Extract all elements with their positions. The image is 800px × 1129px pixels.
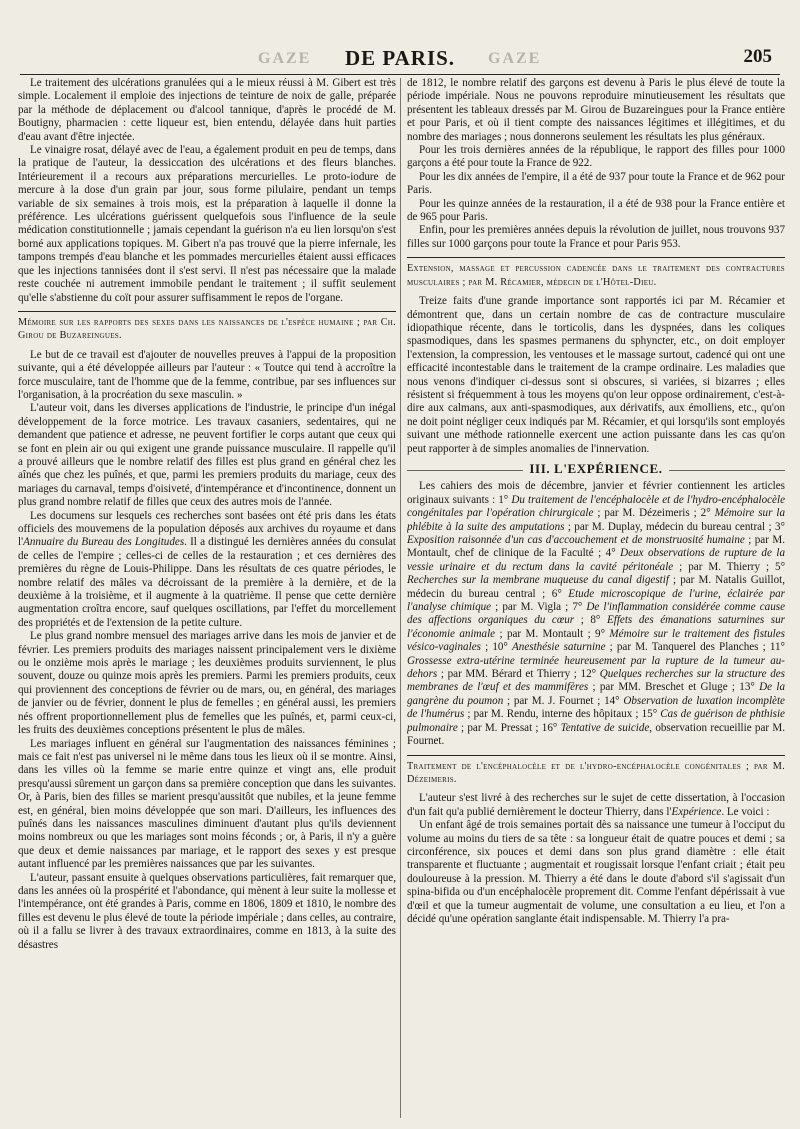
paragraph: Pour les trois dernières années de la république, le rapport des filles pour 1000 garçons a été pour toute la France de 922. xyxy=(407,144,785,170)
article-heading: Extension, massage et percussion cadencée dans le traitement des contractures musculaires ; par M. Récamier, médecin de l'Hôtel-Dieu. xyxy=(407,263,785,288)
column-divider xyxy=(400,78,401,1118)
header-rule xyxy=(20,74,780,75)
article-heading: Traitement de l'encéphalocèle et de l'hydro-encéphalocèle congénitales ; par M. Dézeimeris. xyxy=(407,760,785,785)
paragraph: Pour les quinze années de la restauration, il a été de 938 pour la France entière et de 965 pour Paris. xyxy=(407,197,785,224)
right-column xyxy=(407,77,785,1122)
paragraph: Le traitement des ulcérations granulées qui a le mieux réussi à M. Gibert est très simple. Localement il emploie des injections de teinture de noix de galle, préparée par la méthode de déplacement ou d'alcool tannique, d'après le procédé de M. Boutigny, pharmacien : cette liqueur est, bien entendu, délayée dans huit parties d'eau avant d'être injectée. xyxy=(18,77,396,143)
section-divider xyxy=(407,257,785,258)
page-title: DE PARIS. xyxy=(344,46,456,70)
article-heading: Mémoire sur les rapports des sexes dans les naissances de l'espèce humaine ; par Ch. Girou de Buzareingues. xyxy=(18,316,396,342)
paragraph: Le but de ce travail est d'ajouter de nouvelles preuves à l'appui de la proposition suivante, qui a été développée ailleurs par l'auteur : « Toutce qui tend à accroître la force musculaire, tant de l'homme que de la femme, contribue, par ses influences sur l'organisation, à la procréation du sexe masculin. » xyxy=(18,348,396,401)
paragraph: Les documens sur lesquels ces recherches sont basées ont été pris dans les états officiels des mouvemens de la population déposés aux archives du royaume et dans l'Annuaire du Bureau des Longitudes. Il a distingué les dernières années du consulat de celles de l'empire ; celles-ci de celles de la restauration ; et ces dernières des premières du règne de Louis-Philippe. Dans les résultats de ces quatre périodes, le nombre relatif des mâles va décroissant de la première à la dernière, et de la deuxième à la troisième, et il augmente à la quatrième. Il pense que cette dernière augmentation croîtra encore, sauf quelques oscillations, par l'effet du morcellement des propriétés et de l'extension de la petite culture. xyxy=(18,509,396,629)
paragraph: Le vinaigre rosat, délayé avec de l'eau, a également produit en peu de temps, dans la pratique de l'auteur, la dessiccation des ulcérations et des fleurs blanches. Intérieurement il a recours aux préparations mercurielles. Le proto-iodure de mercure à la dose d'un grain par jour, sous forme pilulaire, pendant un temps variable de six semaines à trois mois, est la préparation à laquelle il donne la préférence. Les ulcérations guérissent quelquefois sous l'influence de la seule médication constitutionnelle ; jamais cependant la guérison n'a eu lien lorsqu'on s'est borné aux applications topiques. M. Gibert n'a pas trouvé que la pierre infernale, les tampons trempés d'eau blanche et les pommades mercurielles étaient aussi efficaces que les injections tannisées dont il s'est servi. Il n'est pas nécessaire que la malade reste couchée ni autrement immobile pendant le traitement ; il suffit seulement qu'elle s'abstienne du coït pour assurer suffisamment le repos de l'organe. xyxy=(18,144,396,304)
paragraph: Enfin, pour les premières années depuis la révolution de juillet, nous trouvons 937 filles sur 1000 garçons pour toute la France et pour Paris 953. xyxy=(407,224,785,250)
section-divider xyxy=(407,755,785,756)
paragraph: Un enfant âgé de trois semaines portait dès sa naissance une tumeur à l'occiput du volume au moins du tiers de sa tête : sa longueur était de quatre pouces et demi ; sa circonférence, six pouces et demi dans son plus grand diamètre : elle était transparente et fluctuante ; augmentait et rougissait lorsque l'enfant criait ; était peu douloureuse à la pression. M. Thierry a été dans le doute d'abord s'il s'agissait d'un spina-bifida ou d'un encéphalocèle proprement dit. Comme l'enfant dépérissait à vue d'œil et que la tumeur augmentait de volume, une consultation a eu lieu, et l'on a décidé qu'une opération sanglante était indispensable. M. Thierry l'a pra- xyxy=(407,819,785,925)
section-heading: III. L'EXPÉRIENCE. xyxy=(407,462,785,475)
paragraph: Les mariages influent en général sur l'augmentation des naissances féminines ; mais ce fait n'est pas universel ni le même dans tous les lieux où il se montre. Ainsi, dans les villes où la femme se marie entre quinze et vingt ans, elle produit presqu'aussi sûrement un garçon dans sa première conception que dans les suivantes. Or, à Paris, bien des filles se marient presqu'aussitôt que nubiles, et la jeune femme est, en général, bien moins développée que son mari. D'ailleurs, les influences des puînés dans les naissances masculines diminuent d'autant plus qu'ils deviennent moins nombreux ou que les mariages sont moins féconds ; or, à Paris, il n'y a guère que deux et demie naissances par mariage, et le rapport des sexes y est presque autant influencé par les premières naissances que par les suivantes. xyxy=(18,737,396,871)
paragraph: L'auteur s'est livré à des recherches sur le sujet de cette dissertation, à l'occasion d'un fait qu'a publié dernièrement le docteur Thierry, dans l'Expérience. Le voici : xyxy=(407,792,785,818)
section-heading-wrap xyxy=(407,462,785,475)
paragraph: L'auteur voit, dans les diverses applications de l'industrie, le principe d'un inégal développement de la force motrice. Les travaux casaniers, sedentaires, qui ne demandent que patience et adresse, ne peuvent fortifier le corps autant que ceux qui se font en plein air ou qui exigent une grande puissance musculaire. Il rappelle qu'il a prouvé ailleurs que le nombre relatif des filles est plus grand en général chez les aînés que chez les puînés, et que, parmi les premiers produits du mariage, ceux des mariages du carnaval, temps d'oisiveté, d'intempérance et d'incontinence, donnent un plus grand nombre relatif de filles que ceux des autres mois de l'année. xyxy=(18,402,396,509)
bleed-through-text-left: GAZE xyxy=(258,50,312,67)
paragraph: Pour les dix années de l'empire, il a été de 937 pour toute la France et de 962 pour Paris. xyxy=(407,170,785,197)
paragraph: de 1812, le nombre relatif des garçons est devenu à Paris le plus élevé de toute la période impériale. Nous ne pouvons reproduire minutieusement les résultats que présentent les tableaux dressés par M. Girou de Buzareingues pour la France entière et pour Paris, et où il tient compte des naissances légitimes et illégitimes, et du nombre des mariages ; nous donnerons seulement les résultats les plus généraux. xyxy=(407,77,785,143)
paragraph: Treize faits d'une grande importance sont rapportés ici par M. Récamier et démontrent que, dans un certain nombre de cas de contracture musculaire idiopathique récente, dans le torticolis, dans les dyspnées, dans les coliques spasmodiques, dans les spasmes permanens du sphyncter, etc., on doit employer l'extension, la compression, les ventouses et le massage surtout, cadencé qui ont une efficacité incontestable dans le traitement de la crampe ordinaire. Les maladies que nous venons d'indiquer ci-dessus sont si obscures, si variées, si bizarres ; elles résistent si fréquemment à tous les moyens qu'on leur oppose ordinairement, c'est-à-dire aux calmans, aux anti-spasmodiques, aux dérivatifs, aux émolliens, etc., qu'on ne doit point négliger ceux indiqués par M. Récamier, et qui lorsqu'ils sont employés suivant une méthode rationnelle exercent une action puissante dans les cas qu'on peut rapporter à de simples anomalies de l'innervation. xyxy=(407,295,785,455)
running-head xyxy=(18,42,782,72)
left-column xyxy=(18,77,396,1122)
paragraph: L'auteur, passant ensuite à quelques observations particulières, fait remarquer que, dans les années où la prospérité et l'abondance, qui mènent à leur suite la mollesse et l'intempérance, ont été grandes à Paris, comme en 1806, 1809 et 1810, le nombre des filles est devenu le plus élevé de toute la période impériale ; dans celles, au contraire, où il a fallu se livrer à des travaux extraordinaires, comme en 1813, à la suite des désastres xyxy=(18,871,396,951)
paragraph: Le plus grand nombre mensuel des mariages arrive dans les mois de janvier et de février. Les premiers produits des mariages naissent principalement vers le dixième ou le onzième mois après le mariage ; les deuxièmes produits surviennent, le plus souvent, douze ou quinze mois après les premiers. Parmi les premiers produits, ceux qui proviennent des conceptions de février ou de mars, ou, en général, des mariages de janvier ou de février, donnent le plus de femelles ; en général aussi, les premiers nés offrent proportionnellement plus de femelles que les puînés, et, parmi ceux-ci, les fruits des deuxièmes conceptions présentent le plus de mâles. xyxy=(18,630,396,737)
page-number: 205 xyxy=(743,46,772,67)
paragraph: Les cahiers des mois de décembre, janvier et février contiennent les articles originaux suivants : 1° Du traitement de l'encéphalocèle et de l'hydro-encéphalocèle congénitales par l'opération chirurgicale ; par M. Dézeimeris ; 2° Mémoire sur la phlébite à la suite des amputations ; par M. Duplay, médecin du bureau central ; 3° Exposition raisonnée d'un cas d'accouchement et de monstruosité humaine ; par M. Montault, chef de clinique de la Faculté ; 4° Deux observations de rupture de la vessie urinaire et du rectum dans la cavité péritonéale ; par M. Thierry ; 5° Recherches sur la membrane muqueuse du canal digestif ; par M. Natalis Guillot, médecin du bureau central ; 6° Etude microscopique de l'urine, éclairée par l'analyse chimique ; par M. Vigla ; 7° De l'inflammation considérée comme cause des affections organiques du cœur ; 8° Effets des émanations saturnines sur l'économie animale ; par M. Montault ; 9° Mémoire sur le traitement des fistules vésico-vaginales ; 10° Anesthésie saturnine ; par M. Tanquerel des Planches ; 11° Grossesse extra-utérine terminée heureusement par la rupture de la tumeur au-dehors ; par MM. Bérard et Thierry ; 12° Quelques recherches sur la structure des membranes de l'œuf et des mammifères ; par MM. Breschet et Gluge ; 13° De la gangrène du poumon ; par M. J. Fournet ; 14° Observation de luxation incomplète de l'humérus ; par M. Rendu, interne des hôpitaux ; 15° Cas de guérison de phthisie pulmonaire ; par M. Pressat ; 16° Tentative de suicide, observation recueillie par M. Fournet. xyxy=(407,480,785,748)
section-divider xyxy=(18,311,396,312)
bleed-through-text-right: GAZE xyxy=(488,50,542,67)
